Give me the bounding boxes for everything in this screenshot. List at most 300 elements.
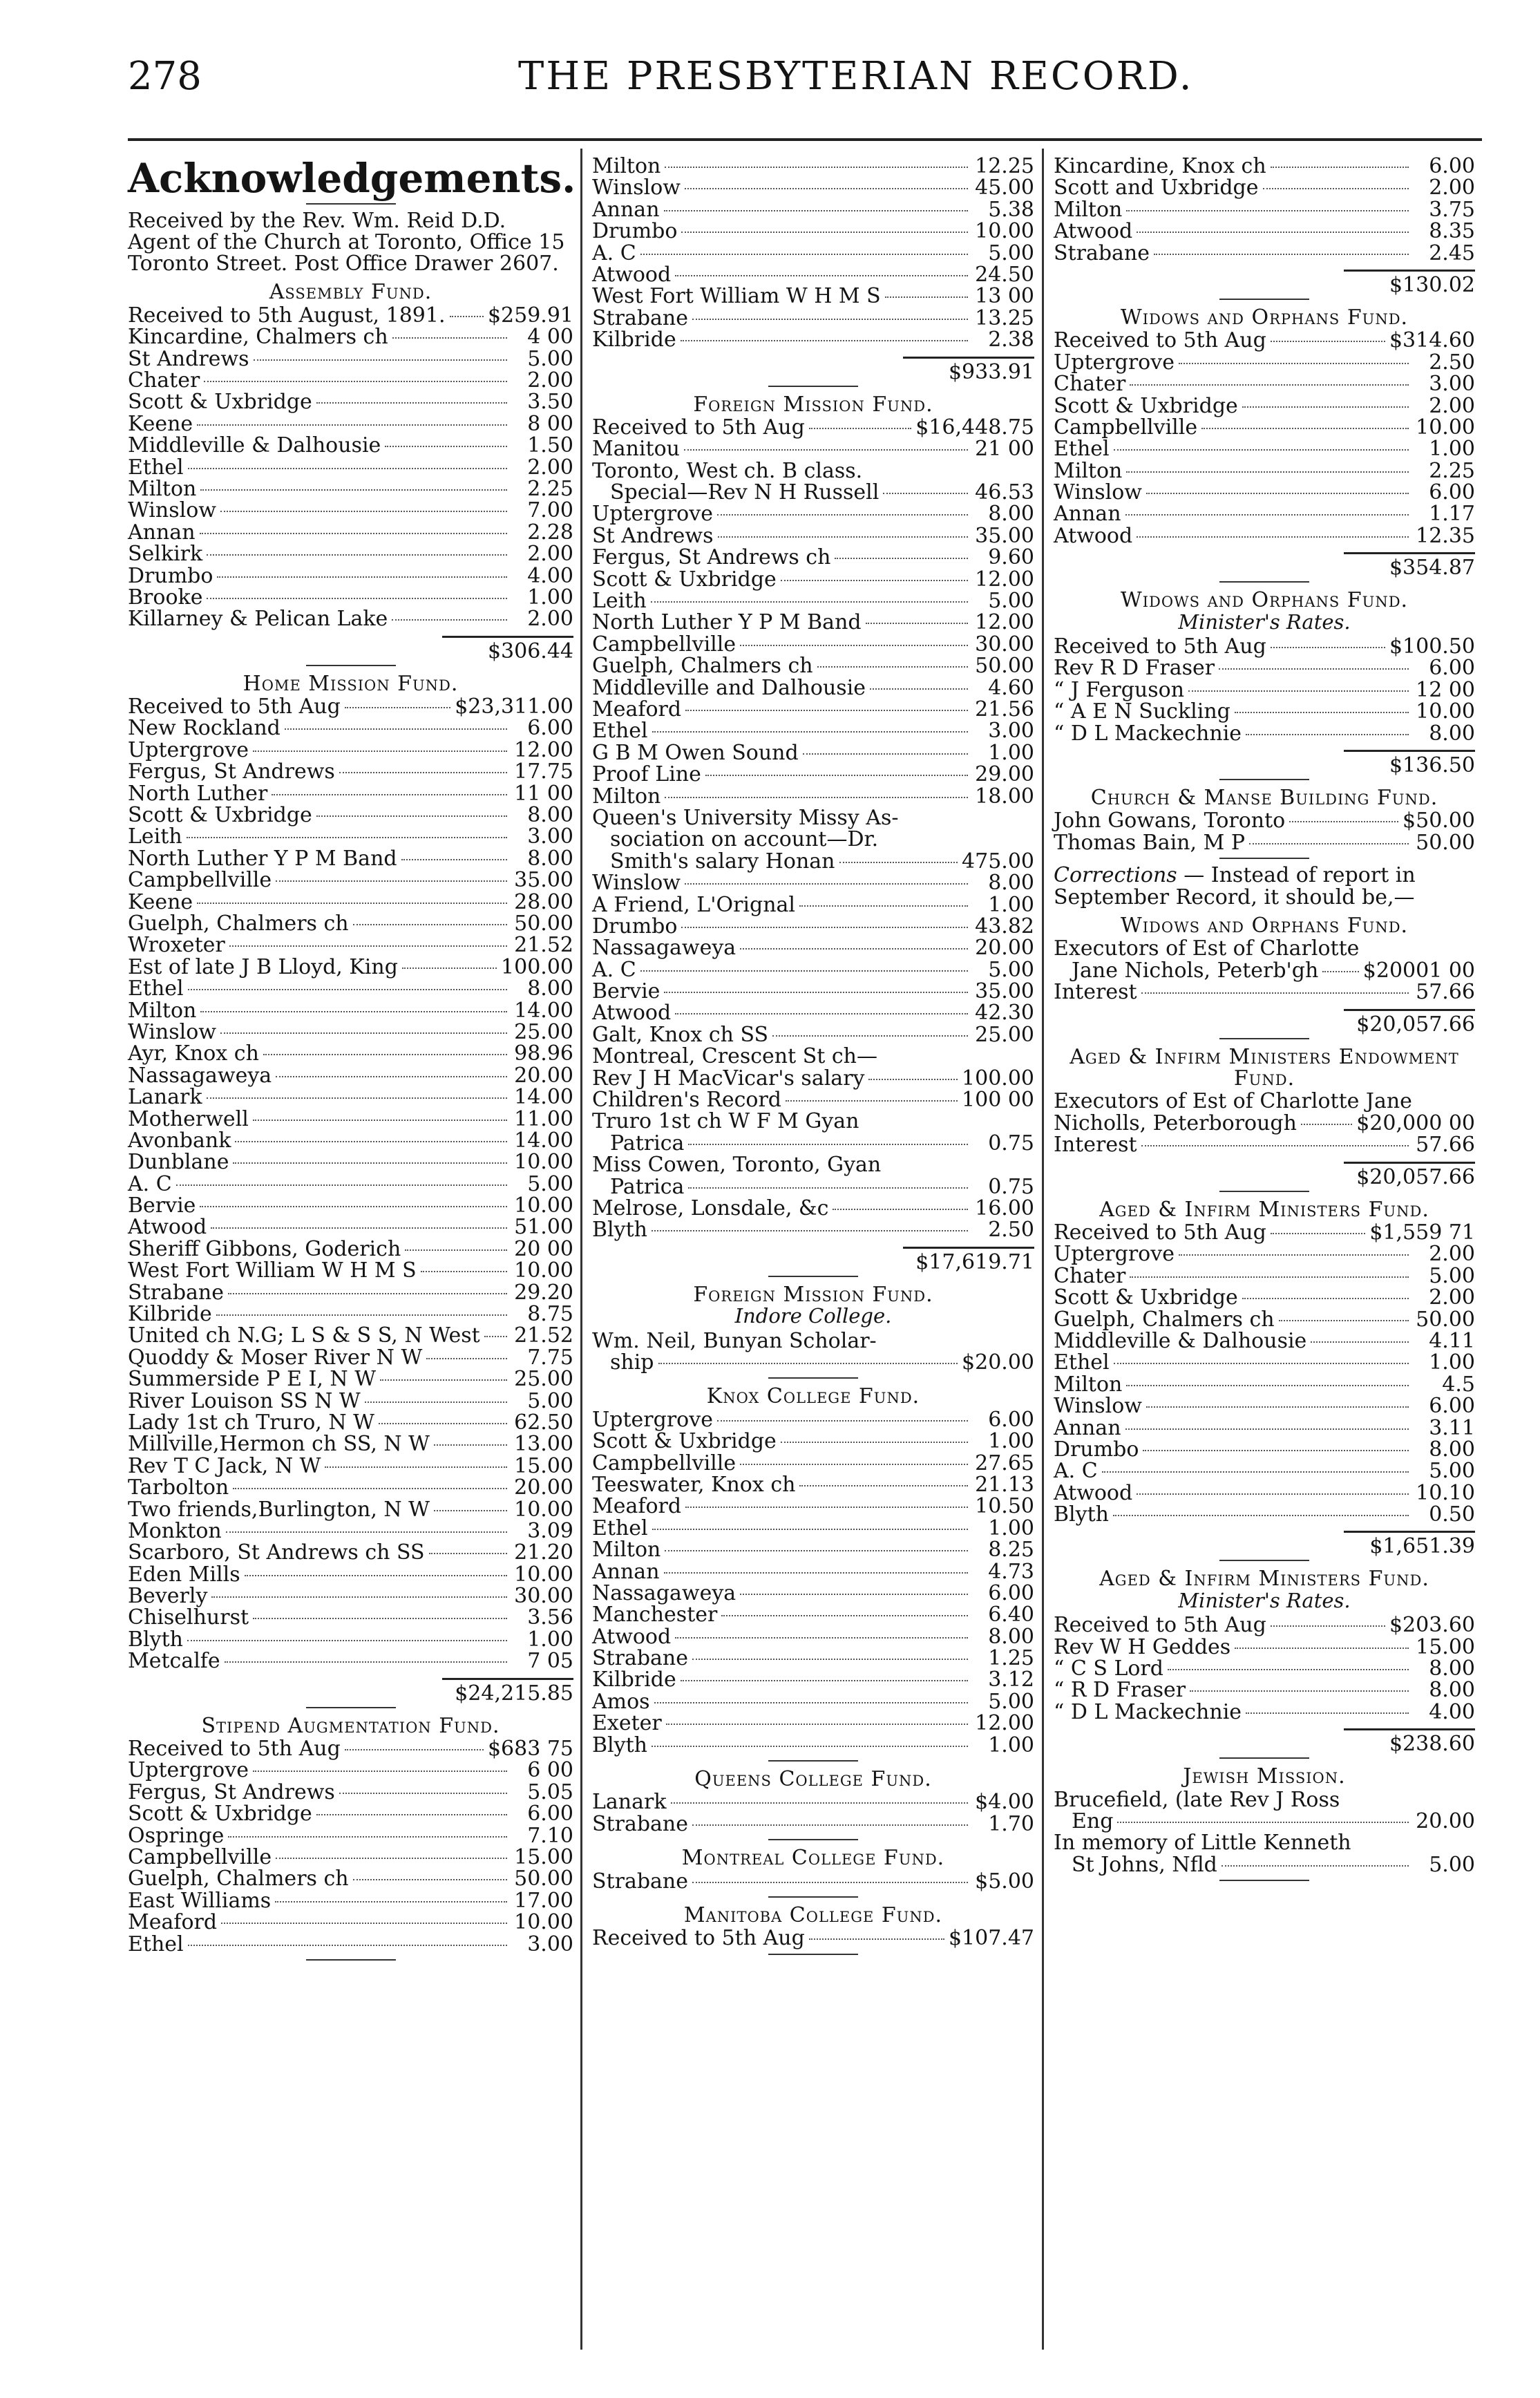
leader-dots: [276, 880, 507, 882]
ledger-row: [592, 460, 1034, 482]
entry-amount: 35.00: [975, 523, 1034, 548]
entry-amount: 2.00: [1429, 1285, 1475, 1310]
entry-name: Drumbo: [592, 914, 678, 938]
ledger-row: [592, 1068, 1034, 1089]
leader-dots: [664, 992, 968, 993]
ledger-row: [592, 482, 1034, 503]
entry-name: Eng: [1072, 1809, 1114, 1834]
entry-amount: 50.00: [514, 1867, 573, 1891]
entry-amount: 7 05: [527, 1649, 573, 1674]
ledger-row: [128, 1368, 573, 1390]
entry-name: Annan: [1054, 1415, 1121, 1440]
ledger-row: [1054, 1854, 1475, 1876]
leader-dots: [1271, 1625, 1385, 1627]
ledger-row: [128, 1499, 573, 1520]
ledger-row: [592, 1669, 1034, 1690]
entry-name: Interest: [1054, 980, 1137, 1005]
ledger-row: [128, 826, 573, 847]
entry-name: Blyth: [592, 1733, 647, 1757]
leader-dots: [809, 1938, 944, 1940]
entry-name: Guelph, Chalmers ch: [128, 911, 349, 936]
ledger-row: [592, 764, 1034, 785]
leader-dots: [426, 1358, 507, 1359]
leader-dots: [740, 645, 968, 646]
fund-heading: Jewish Mission.: [1183, 1764, 1346, 1789]
entry-amount: 46.53: [975, 480, 1034, 505]
ledger-row: [1054, 1831, 1475, 1856]
entry-name: United ch N.G; L S & S S, N West: [128, 1323, 480, 1348]
ledger-row: [1054, 1614, 1475, 1636]
ledger-row: [592, 1330, 1034, 1352]
leader-dots: [200, 1011, 507, 1012]
entry-name: Truro 1st ch W F M Gyan: [592, 1109, 859, 1134]
fund-total: [1054, 1003, 1475, 1037]
entry-name: Nassagaweya: [592, 936, 736, 961]
entry-amount: 2.00: [527, 368, 573, 393]
entry-name: Received to 5th August, 1891.: [128, 303, 446, 328]
ledger-row: [592, 1927, 1034, 1949]
ledger-row: [592, 220, 1034, 242]
entry-amount: 24.50: [975, 262, 1034, 287]
entry-amount: 17.75: [514, 759, 573, 784]
entry-amount: 1.00: [988, 1429, 1034, 1454]
entry-name: Lanark: [592, 1790, 667, 1815]
ledger-row: [128, 1043, 573, 1064]
ledger-row: [1054, 1439, 1475, 1460]
entry-amount: 15.00: [1416, 1634, 1475, 1659]
entry-amount: 475.00: [962, 849, 1034, 874]
ledger-row: [592, 1648, 1034, 1669]
leader-dots: [285, 728, 507, 730]
ledger-row: [128, 1021, 573, 1043]
fund-total: [128, 630, 573, 661]
ledger-row: [128, 391, 573, 413]
entry-amount: 6.00: [527, 1802, 573, 1826]
leader-dots: [1221, 1865, 1409, 1867]
leader-dots: [188, 1945, 507, 1946]
ledger-row: [1054, 1482, 1475, 1504]
leader-dots: [228, 1293, 507, 1294]
leader-dots: [276, 1076, 507, 1077]
ledger-row: [128, 1890, 573, 1911]
fund-total: [1054, 547, 1475, 580]
ledger-row: [592, 807, 1034, 829]
entry-amount: 3.00: [1429, 372, 1475, 397]
entry-name: Atwood: [1054, 523, 1133, 548]
entry-name: Strabane: [128, 1280, 224, 1305]
fund-total: [592, 351, 1034, 384]
entry-name: Leith: [592, 589, 647, 614]
entry-amount: 6.40: [988, 1603, 1034, 1627]
entry-name: Drumbo: [128, 563, 213, 588]
entry-name: Exeter: [592, 1711, 662, 1736]
ledger-row: [128, 1477, 573, 1498]
entry-name: Miss Cowen, Toronto, Gyan: [592, 1153, 882, 1178]
leader-dots: [272, 794, 507, 795]
entry-name: Received to 5th Aug: [1054, 634, 1266, 659]
entry-name: North Luther Y P M Band: [128, 846, 397, 871]
entry-name: Executors of Est of Charlotte: [1054, 936, 1360, 961]
entry-amount: 10.00: [514, 1562, 573, 1587]
entry-amount: 14.00: [514, 1085, 573, 1110]
entry-name: Guelph, Chalmers ch: [1054, 1307, 1275, 1332]
ledger-row: [1054, 1222, 1475, 1243]
ledger-row: [128, 1650, 573, 1672]
leader-dots: [652, 1230, 968, 1231]
entry-amount: 6.00: [1429, 656, 1475, 681]
leader-dots: [740, 1594, 968, 1595]
leader-dots: [235, 1141, 507, 1142]
entry-name: Winslow: [128, 498, 216, 523]
entry-amount: $100.50: [1389, 634, 1475, 659]
leader-dots: [401, 859, 507, 860]
entry-name: Winslow: [128, 1019, 216, 1044]
leader-dots: [1246, 1712, 1409, 1714]
leader-dots: [685, 883, 968, 885]
entry-amount: 5.00: [527, 346, 573, 371]
home-mission-fund: [128, 673, 573, 1708]
leader-dots: [1143, 1450, 1409, 1451]
entry-name: Scarboro, St Andrews ch SS: [128, 1540, 425, 1565]
entry-amount: 100.00: [962, 1066, 1034, 1091]
ledger-row: [592, 329, 1034, 350]
entry-amount: 12.00: [975, 610, 1034, 635]
entry-amount: 43.82: [975, 914, 1034, 938]
entry-amount: 50.00: [975, 654, 1034, 679]
entry-amount: 4 00: [527, 325, 573, 350]
fund-heading: Manitoba College Fund.: [683, 1903, 943, 1927]
entry-amount: 29.20: [514, 1280, 573, 1305]
entry-name: Summerside P E I, N W: [128, 1367, 377, 1392]
total-amount: $1,651.39: [1344, 1531, 1475, 1557]
entry-amount: $1,559 71: [1369, 1220, 1475, 1245]
entry-name: John Gowans, Toronto: [1054, 809, 1286, 833]
leader-dots: [484, 1336, 507, 1337]
ledger-row: [128, 1564, 573, 1585]
leader-dots: [688, 1187, 968, 1189]
leader-dots: [717, 1420, 968, 1422]
ledger-row: [128, 1585, 573, 1607]
ledger-row: [128, 348, 573, 370]
entry-name: Milton: [1054, 197, 1123, 222]
entry-amount: 9.60: [988, 545, 1034, 570]
corrections-label: Corrections: [1054, 863, 1177, 888]
entry-name: Middleville & Dalhousie: [1054, 1328, 1307, 1353]
ledger-row: [128, 1911, 573, 1933]
entry-amount: 6.00: [1429, 480, 1475, 505]
entry-name: Annan: [592, 1559, 660, 1584]
leader-dots: [665, 797, 968, 798]
leader-dots: [1179, 363, 1409, 364]
ledger-row: [592, 1154, 1034, 1176]
entry-name: River Louison SS N W: [128, 1388, 361, 1413]
entry-amount: 5.38: [988, 197, 1034, 222]
leader-dots: [221, 1923, 507, 1924]
ledger-row: [1054, 503, 1475, 525]
leader-dots: [1322, 971, 1358, 972]
entry-name: Amos: [592, 1689, 650, 1714]
entry-name: Guelph, Chalmers ch: [128, 1867, 349, 1891]
entry-amount: 4.5: [1442, 1372, 1475, 1397]
entry-name: Patrica: [610, 1131, 685, 1155]
entry-name: Chater: [128, 368, 200, 393]
ledger-row: [128, 1737, 573, 1762]
total-amount: $238.60: [1344, 1728, 1475, 1755]
entry-name: “ D L Mackechnie: [1054, 1699, 1242, 1724]
entry-amount: 25.00: [514, 1019, 573, 1044]
aged-infirm-endowment: [1054, 1046, 1475, 1192]
entry-amount: 2.00: [1429, 176, 1475, 200]
entry-amount: 0.75: [988, 1131, 1034, 1155]
entry-amount: 45.00: [975, 176, 1034, 200]
entry-amount: 8.00: [527, 976, 573, 1001]
leader-dots: [197, 424, 507, 426]
entry-amount: 2.00: [527, 542, 573, 567]
foreign-mission-fund: [592, 394, 1034, 1277]
leader-dots: [799, 1485, 968, 1486]
total-amount: $136.50: [1344, 750, 1475, 776]
ledger-row: [592, 1111, 1034, 1132]
leader-dots: [1271, 167, 1409, 168]
ledger-row: [1054, 220, 1475, 242]
ledger-row: [592, 1409, 1034, 1431]
leader-dots: [652, 731, 968, 733]
entry-name: Kilbride: [128, 1302, 212, 1327]
ledger-row: [128, 1130, 573, 1151]
ledger-row: [128, 934, 573, 956]
leader-dots: [229, 945, 507, 947]
leader-dots: [187, 837, 507, 838]
fund-heading: Aged & Infirm Ministers Fund.: [1099, 1197, 1429, 1222]
leader-dots: [345, 1749, 484, 1750]
entry-name: Meaford: [592, 1494, 682, 1519]
leader-dots: [654, 1702, 968, 1703]
ledger-row: [128, 1065, 573, 1086]
ledger-row: [1054, 1504, 1475, 1525]
ledger-row: [592, 916, 1034, 937]
entry-name: Ethel: [592, 719, 648, 744]
entry-name: Received to 5th Aug: [1054, 1220, 1266, 1245]
ledger-row: [128, 543, 573, 565]
entry-amount: 15.00: [514, 1453, 573, 1478]
leader-dots: [188, 468, 507, 469]
ledger-row: [128, 1868, 573, 1889]
ledger-row: [1054, 417, 1475, 438]
ledger-row: [128, 305, 573, 326]
ledger-row: [592, 720, 1034, 742]
entry-amount: $5.00: [975, 1869, 1034, 1894]
leader-dots: [197, 903, 507, 904]
entry-amount: 1.00: [1429, 1350, 1475, 1375]
entry-name: East Williams: [128, 1888, 272, 1913]
entry-amount: 20 00: [514, 1236, 573, 1261]
entry-amount: 50.00: [1416, 1307, 1475, 1332]
ledger-row: [1054, 1395, 1475, 1417]
ledger-row: [592, 547, 1034, 568]
leader-dots: [233, 1162, 507, 1164]
ledger-row: [1054, 657, 1475, 679]
entry-amount: 27.65: [975, 1451, 1034, 1475]
fund-heading: Home Mission Fund.: [243, 671, 459, 696]
entry-name: Kincardine, Knox ch: [1054, 154, 1266, 178]
ledger-row: [128, 457, 573, 478]
entry-name: Keene: [128, 889, 193, 914]
ledger-row: [592, 525, 1034, 547]
entry-amount: 17.00: [514, 1888, 573, 1913]
leader-dots: [684, 449, 968, 451]
leader-dots: [640, 970, 968, 972]
entry-amount: $20.00: [962, 1350, 1034, 1375]
leader-dots: [664, 1572, 968, 1574]
ledger-row: [1054, 1636, 1475, 1658]
entry-amount: 5.00: [527, 1388, 573, 1413]
entry-amount: 21.13: [975, 1472, 1034, 1497]
montreal-college-fund: [592, 1847, 1034, 1898]
entry-amount: 30.00: [514, 1584, 573, 1609]
ledger-row: [128, 1629, 573, 1650]
leader-dots: [1114, 1363, 1409, 1364]
leader-dots: [681, 1680, 968, 1681]
leader-dots: [1137, 1493, 1409, 1495]
ledger-row: [128, 891, 573, 913]
entry-amount: 6.00: [527, 716, 573, 741]
entry-amount: 13.25: [975, 305, 1034, 330]
ledger-row: [1054, 438, 1475, 460]
ledger-row: [592, 1024, 1034, 1046]
entry-amount: 1.00: [988, 892, 1034, 917]
entry-name: Galt, Knox ch SS: [592, 1022, 769, 1047]
jewish-mission: [1054, 1766, 1475, 1881]
entry-name: Patrica: [610, 1174, 685, 1199]
ledger-row: [128, 1000, 573, 1021]
fund-heading: Foreign Mission Fund.: [693, 1282, 933, 1307]
entry-amount: $4.00: [975, 1790, 1034, 1815]
entry-amount: 12.35: [1416, 523, 1475, 548]
entry-name: Special—Rev N H Russell: [610, 480, 880, 505]
leader-dots: [705, 775, 968, 776]
entry-name: Blyth: [128, 1627, 183, 1652]
entry-name: Nassagaweya: [128, 1063, 272, 1088]
ledger-row: [592, 937, 1034, 959]
leader-dots: [870, 688, 968, 690]
entry-name: Teeswater, Knox ch: [592, 1472, 796, 1497]
corrections-note: [1054, 865, 1475, 908]
entry-name: Ethel: [1054, 437, 1110, 462]
entry-amount: 3.09: [527, 1518, 573, 1543]
assembly-fund: [128, 281, 573, 665]
entry-name: Chater: [1054, 372, 1126, 397]
leader-dots: [211, 1596, 507, 1598]
entry-name: Smith's salary Honan: [610, 849, 835, 874]
entry-amount: 8.00: [1429, 721, 1475, 746]
ledger-row: [1054, 701, 1475, 722]
ledger-row: [128, 608, 573, 630]
entry-amount: 5.00: [527, 1171, 573, 1196]
entry-name: Queen's University Missy As-: [592, 805, 899, 830]
ledger-row: [592, 1198, 1034, 1219]
ledger-row: [128, 1825, 573, 1847]
leader-dots: [833, 1209, 968, 1210]
entry-name: Strabane: [592, 1646, 688, 1671]
leader-dots: [717, 514, 968, 516]
entry-amount: 10.00: [1416, 699, 1475, 724]
ledger-row: [1054, 177, 1475, 198]
entry-name: Manchester: [592, 1603, 718, 1627]
ledger-row: [592, 1495, 1034, 1517]
stipend-augmentation-fund: [128, 1715, 573, 1961]
ledger-row: [128, 1803, 573, 1824]
divider: [1219, 581, 1309, 583]
leader-dots: [1146, 493, 1409, 494]
fund-total: [1054, 264, 1475, 297]
entry-amount: $314.60: [1389, 328, 1475, 353]
entry-amount: 2.45: [1429, 240, 1475, 265]
leader-dots: [675, 275, 968, 276]
entry-amount: 3.00: [527, 824, 573, 849]
entry-name: Wroxeter: [128, 933, 225, 958]
entry-name: Rev J H MacVicar's salary: [592, 1066, 865, 1091]
entry-amount: 10.00: [514, 1497, 573, 1522]
leader-dots: [392, 337, 507, 339]
ledger-row: [1054, 832, 1475, 853]
ledger-row: [592, 829, 1034, 850]
page-number: 278: [128, 54, 202, 99]
entry-amount: $16,448.75: [915, 415, 1034, 440]
leader-dots: [692, 319, 968, 320]
leader-dots: [1146, 1406, 1409, 1408]
entry-name: Kincardine, Chalmers ch: [128, 325, 388, 350]
entry-amount: 10.00: [514, 1258, 573, 1283]
leader-dots: [1279, 1320, 1409, 1321]
ledger-row: [1054, 679, 1475, 701]
entry-name: Chiselhurst: [128, 1605, 249, 1630]
entry-amount: 7.10: [527, 1823, 573, 1848]
leader-dots: [200, 533, 507, 534]
leader-dots: [1235, 1648, 1409, 1649]
leader-dots: [207, 554, 507, 556]
running-title: THE PRESBYTERIAN RECORD.: [518, 54, 1194, 99]
entry-name: West Fort William W H M S: [128, 1258, 417, 1283]
divider: [1219, 1560, 1309, 1561]
leader-dots: [276, 1858, 507, 1859]
aged-infirm-fund: [1054, 1199, 1475, 1562]
entry-name: Rev W H Geddes: [1054, 1634, 1231, 1659]
leader-dots: [1130, 1276, 1409, 1278]
entry-amount: 62.50: [514, 1410, 573, 1435]
entry-amount: 25.00: [514, 1367, 573, 1392]
entry-name: Atwood: [1054, 1480, 1133, 1505]
ledger-row: [592, 742, 1034, 764]
ledger-row: [592, 1474, 1034, 1495]
ledger-row: [592, 1604, 1034, 1625]
leader-dots: [665, 167, 968, 168]
ledger-row: [592, 177, 1034, 198]
ledger-row: [128, 370, 573, 391]
entry-name: Montreal, Crescent St ch—: [592, 1044, 877, 1069]
divider: [1219, 299, 1309, 300]
entry-amount: 6 00: [527, 1758, 573, 1783]
ledger-row: [1054, 723, 1475, 744]
manitoba-college-fund: [592, 1905, 1034, 1955]
entry-amount: 12.25: [975, 154, 1034, 178]
leader-dots: [233, 1488, 507, 1489]
entry-name: Annan: [592, 197, 660, 222]
entry-amount: 1.50: [527, 433, 573, 458]
ledger-row: [128, 1607, 573, 1628]
leader-dots: [1126, 471, 1409, 473]
entry-amount: $259.91: [487, 303, 573, 328]
total-amount: $130.02: [1344, 270, 1475, 296]
